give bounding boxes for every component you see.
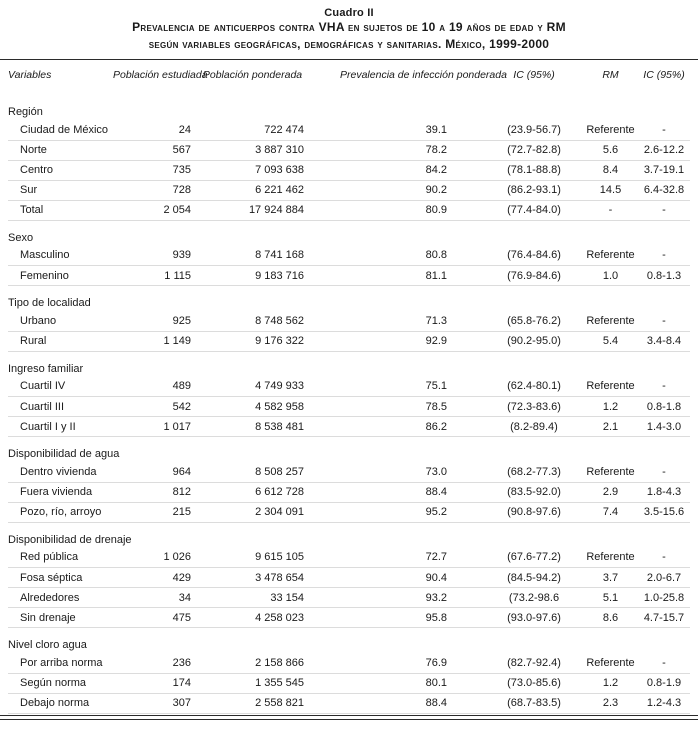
table-row xyxy=(8,608,690,628)
cell-poblacion-estudiada: 735 xyxy=(113,160,195,180)
cell-prevalencia: 80.8 xyxy=(310,246,485,266)
cell-ic95: (68.2-77.3) xyxy=(485,462,583,482)
cell-rm: Referente xyxy=(583,548,638,568)
col-header-rm: RM xyxy=(602,69,619,81)
cell-rm: 5.1 xyxy=(583,588,638,608)
table-row xyxy=(8,462,690,482)
cell-prevalencia: 88.4 xyxy=(310,482,485,502)
table-row xyxy=(8,331,690,351)
table-row xyxy=(8,120,690,140)
cell-poblacion-ponderada: 2 158 866 xyxy=(195,653,310,673)
table-row xyxy=(8,377,690,397)
cell-ic95-rm: 1.2-4.3 xyxy=(638,693,690,713)
cell-rm: 8.6 xyxy=(583,608,638,628)
cell-poblacion-ponderada: 33 154 xyxy=(195,588,310,608)
cell-rm: 2.3 xyxy=(583,693,638,713)
cell-ic95-rm: 0.8-1.9 xyxy=(638,673,690,693)
cell-poblacion-estudiada: 567 xyxy=(113,140,195,160)
cell-poblacion-estudiada: 489 xyxy=(113,377,195,397)
cell-rm: 1.2 xyxy=(583,397,638,417)
cell-rm: Referente xyxy=(583,311,638,331)
cell-variable: Dentro vivienda xyxy=(8,462,113,482)
cell-poblacion-estudiada: 939 xyxy=(113,246,195,266)
group-label: Disponibilidad de drenaje xyxy=(8,533,132,546)
group-label: Región xyxy=(8,106,43,118)
cell-ic95-rm: 2.0-6.7 xyxy=(638,568,690,588)
cell-prevalencia: 71.3 xyxy=(310,311,485,331)
cell-ic95-rm: - xyxy=(638,653,690,673)
cell-poblacion-ponderada: 6 221 462 xyxy=(195,180,310,200)
cell-ic95: (65.8-76.2) xyxy=(485,311,583,331)
col-header-ic95-rm: IC (95%) xyxy=(643,69,685,81)
table-title-line2: según variables geográficas, demográficas y sanitarias. México, 1999-2000 xyxy=(148,37,550,51)
cell-poblacion-ponderada: 9 615 105 xyxy=(195,548,310,568)
col-header-variables: Variables xyxy=(8,69,52,81)
cell-ic95-rm: 1.4-3.0 xyxy=(638,417,690,437)
cell-prevalencia: 88.4 xyxy=(310,693,485,713)
cell-poblacion-estudiada: 728 xyxy=(113,180,195,200)
cell-variable: Cuartil III xyxy=(8,397,113,417)
cell-variable: Según norma xyxy=(8,673,113,693)
cell-rm: Referente xyxy=(583,246,638,266)
cell-prevalencia: 95.8 xyxy=(310,608,485,628)
cell-poblacion-estudiada: 1 017 xyxy=(113,417,195,437)
cell-prevalencia: 93.2 xyxy=(310,588,485,608)
cell-ic95-rm: - xyxy=(638,377,690,397)
cell-ic95-rm: 4.7-15.7 xyxy=(638,608,690,628)
cell-poblacion-estudiada: 307 xyxy=(113,693,195,713)
cell-poblacion-estudiada: 1 026 xyxy=(113,548,195,568)
cell-variable: Urbano xyxy=(8,311,113,331)
group-header-row xyxy=(8,95,690,120)
cell-variable: Masculino xyxy=(8,246,113,266)
cell-prevalencia: 81.1 xyxy=(310,266,485,286)
cell-variable: Red pública xyxy=(8,548,113,568)
cell-rm: 8.4 xyxy=(583,160,638,180)
cell-rm: Referente xyxy=(583,120,638,140)
cell-poblacion-estudiada: 429 xyxy=(113,568,195,588)
cell-rm: 2.9 xyxy=(583,482,638,502)
cell-ic95: (90.2-95.0) xyxy=(485,331,583,351)
cell-rm: Referente xyxy=(583,377,638,397)
cell-poblacion-estudiada: 1 149 xyxy=(113,331,195,351)
cell-prevalencia: 80.1 xyxy=(310,673,485,693)
cell-poblacion-ponderada: 722 474 xyxy=(195,120,310,140)
table-row xyxy=(8,502,690,522)
table-row xyxy=(8,200,690,220)
table-row xyxy=(8,311,690,331)
cell-poblacion-ponderada: 8 508 257 xyxy=(195,462,310,482)
col-header-ic95: IC (95%) xyxy=(513,69,555,81)
cell-variable: Ciudad de México xyxy=(8,120,113,140)
cell-rm: Referente xyxy=(583,462,638,482)
cell-poblacion-ponderada: 1 355 545 xyxy=(195,673,310,693)
cell-ic95: (82.7-92.4) xyxy=(485,653,583,673)
cell-poblacion-estudiada: 1 115 xyxy=(113,266,195,286)
cell-rm: 2.1 xyxy=(583,417,638,437)
cell-ic95-rm: 3.7-19.1 xyxy=(638,160,690,180)
cell-ic95-rm: 0.8-1.8 xyxy=(638,397,690,417)
table-row xyxy=(8,548,690,568)
cell-ic95: (62.4-80.1) xyxy=(485,377,583,397)
cell-variable: Norte xyxy=(8,140,113,160)
cell-variable: Pozo, río, arroyo xyxy=(8,502,113,522)
group-header-row xyxy=(8,351,690,377)
cell-prevalencia: 73.0 xyxy=(310,462,485,482)
cell-poblacion-estudiada: 925 xyxy=(113,311,195,331)
cell-rm: 3.7 xyxy=(583,568,638,588)
cell-ic95-rm: - xyxy=(638,246,690,266)
cell-poblacion-ponderada: 6 612 728 xyxy=(195,482,310,502)
cell-prevalencia: 72.7 xyxy=(310,548,485,568)
cell-variable: Rural xyxy=(8,331,113,351)
group-header-row xyxy=(8,220,690,246)
cell-ic95: (93.0-97.6) xyxy=(485,608,583,628)
cell-ic95: (68.7-83.5) xyxy=(485,693,583,713)
cell-prevalencia: 75.1 xyxy=(310,377,485,397)
cell-prevalencia: 92.9 xyxy=(310,331,485,351)
cell-poblacion-estudiada: 34 xyxy=(113,588,195,608)
cell-ic95-rm: - xyxy=(638,548,690,568)
cell-variable: Fosa séptica xyxy=(8,568,113,588)
cell-ic95: (76.9-84.6) xyxy=(485,266,583,286)
cell-ic95-rm: 6.4-32.8 xyxy=(638,180,690,200)
cell-ic95: (77.4-84.0) xyxy=(485,200,583,220)
cell-prevalencia: 84.2 xyxy=(310,160,485,180)
group-header-row xyxy=(8,522,690,548)
cell-variable: Centro xyxy=(8,160,113,180)
cell-prevalencia: 90.2 xyxy=(310,180,485,200)
table-row xyxy=(8,246,690,266)
cell-poblacion-ponderada: 8 741 168 xyxy=(195,246,310,266)
group-label: Tipo de localidad xyxy=(8,297,91,309)
cell-ic95: (8.2-89.4) xyxy=(485,417,583,437)
table-row xyxy=(8,588,690,608)
cell-variable: Por arriba norma xyxy=(8,653,113,673)
cell-poblacion-estudiada: 24 xyxy=(113,120,195,140)
cell-variable: Sur xyxy=(8,180,113,200)
group-label: Ingreso familiar xyxy=(8,362,84,375)
cell-rm: 14.5 xyxy=(583,180,638,200)
cell-ic95: (76.4-84.6) xyxy=(485,246,583,266)
cell-ic95: (23.9-56.7) xyxy=(485,120,583,140)
bottom-double-rule xyxy=(0,715,698,720)
group-label: Sexo xyxy=(8,231,34,244)
cell-ic95: (72.7-82.8) xyxy=(485,140,583,160)
table-row xyxy=(8,266,690,286)
cell-poblacion-ponderada: 4 749 933 xyxy=(195,377,310,397)
col-header-poblacion-estudiada: Población estudiada xyxy=(113,69,208,81)
cell-ic95: (73.2-98.6 xyxy=(485,588,583,608)
cell-prevalencia: 86.2 xyxy=(310,417,485,437)
cell-rm: 7.4 xyxy=(583,502,638,522)
cell-poblacion-ponderada: 9 183 716 xyxy=(195,266,310,286)
table-row xyxy=(8,568,690,588)
cell-prevalencia: 95.2 xyxy=(310,502,485,522)
cell-ic95: (72.3-83.6) xyxy=(485,397,583,417)
cell-ic95-rm: 3.4-8.4 xyxy=(638,331,690,351)
cell-poblacion-ponderada: 2 304 091 xyxy=(195,502,310,522)
cell-ic95: (86.2-93.1) xyxy=(485,180,583,200)
cell-ic95: (78.1-88.8) xyxy=(485,160,583,180)
cell-rm: 5.4 xyxy=(583,331,638,351)
cell-variable: Cuartil I y II xyxy=(8,417,113,437)
cell-poblacion-estudiada: 812 xyxy=(113,482,195,502)
cell-poblacion-ponderada: 7 093 638 xyxy=(195,160,310,180)
table-row xyxy=(8,160,690,180)
cell-rm: 1.0 xyxy=(583,266,638,286)
cell-ic95: (90.8-97.6) xyxy=(485,502,583,522)
table-row xyxy=(8,693,690,713)
col-header-poblacion-ponderada: Población ponderada xyxy=(202,69,303,81)
table-row xyxy=(8,140,690,160)
column-header-row xyxy=(8,60,690,95)
cell-poblacion-estudiada: 2 054 xyxy=(113,200,195,220)
table-row xyxy=(8,180,690,200)
table-row xyxy=(8,653,690,673)
group-header-row xyxy=(8,628,690,654)
cell-poblacion-estudiada: 475 xyxy=(113,608,195,628)
cell-ic95-rm: 1.8-4.3 xyxy=(638,482,690,502)
cell-poblacion-ponderada: 4 258 023 xyxy=(195,608,310,628)
group-label: Disponibilidad de agua xyxy=(8,448,120,460)
table-number-label: Cuadro II xyxy=(324,7,374,19)
table-title-line1: Prevalencia de anticuerpos contra VHA en sujetos de 10 a 19 años de edad y RM xyxy=(132,20,566,34)
cell-poblacion-ponderada: 4 582 958 xyxy=(195,397,310,417)
table-header xyxy=(8,7,690,53)
prevalence-table xyxy=(8,60,690,714)
col-header-prevalencia: Prevalencia de infección ponderada xyxy=(340,69,507,81)
cell-variable: Cuartil IV xyxy=(8,377,113,397)
cell-rm: - xyxy=(583,200,638,220)
cell-prevalencia: 78.2 xyxy=(310,140,485,160)
cell-poblacion-estudiada: 215 xyxy=(113,502,195,522)
table-row xyxy=(8,397,690,417)
group-label: Nivel cloro agua xyxy=(8,639,87,651)
cell-prevalencia: 76.9 xyxy=(310,653,485,673)
cell-poblacion-estudiada: 236 xyxy=(113,653,195,673)
cell-rm: Referente xyxy=(583,653,638,673)
cell-ic95-rm: 2.6-12.2 xyxy=(638,140,690,160)
cell-rm: 1.2 xyxy=(583,673,638,693)
cell-prevalencia: 78.5 xyxy=(310,397,485,417)
cell-variable: Femenino xyxy=(8,266,113,286)
table-row xyxy=(8,417,690,437)
cell-variable: Debajo norma xyxy=(8,693,113,713)
cell-ic95-rm: 3.5-15.6 xyxy=(638,502,690,522)
group-header-row xyxy=(8,286,690,312)
cell-poblacion-ponderada: 9 176 322 xyxy=(195,331,310,351)
cell-ic95-rm: 1.0-25.8 xyxy=(638,588,690,608)
group-header-row xyxy=(8,437,690,463)
cell-poblacion-ponderada: 17 924 884 xyxy=(195,200,310,220)
cell-variable: Fuera vivienda xyxy=(8,482,113,502)
cell-prevalencia: 90.4 xyxy=(310,568,485,588)
cell-poblacion-ponderada: 2 558 821 xyxy=(195,693,310,713)
cell-ic95: (73.0-85.6) xyxy=(485,673,583,693)
cell-poblacion-ponderada: 3 887 310 xyxy=(195,140,310,160)
cell-poblacion-ponderada: 8 748 562 xyxy=(195,311,310,331)
cell-poblacion-estudiada: 964 xyxy=(113,462,195,482)
cell-poblacion-estudiada: 174 xyxy=(113,673,195,693)
cell-variable: Total xyxy=(8,200,113,220)
cell-ic95-rm: 0.8-1.3 xyxy=(638,266,690,286)
cell-ic95-rm: - xyxy=(638,311,690,331)
cell-ic95-rm: - xyxy=(638,120,690,140)
table-row xyxy=(8,482,690,502)
cell-poblacion-ponderada: 8 538 481 xyxy=(195,417,310,437)
cell-ic95: (83.5-92.0) xyxy=(485,482,583,502)
cell-ic95-rm: - xyxy=(638,200,690,220)
cell-ic95: (84.5-94.2) xyxy=(485,568,583,588)
cell-ic95-rm: - xyxy=(638,462,690,482)
cell-ic95: (67.6-77.2) xyxy=(485,548,583,568)
table-row xyxy=(8,673,690,693)
cell-poblacion-ponderada: 3 478 654 xyxy=(195,568,310,588)
cell-rm: 5.6 xyxy=(583,140,638,160)
cell-prevalencia: 80.9 xyxy=(310,200,485,220)
cell-variable: Alrededores xyxy=(8,588,113,608)
cell-poblacion-estudiada: 542 xyxy=(113,397,195,417)
cell-variable: Sin drenaje xyxy=(8,608,113,628)
cell-prevalencia: 39.1 xyxy=(310,120,485,140)
